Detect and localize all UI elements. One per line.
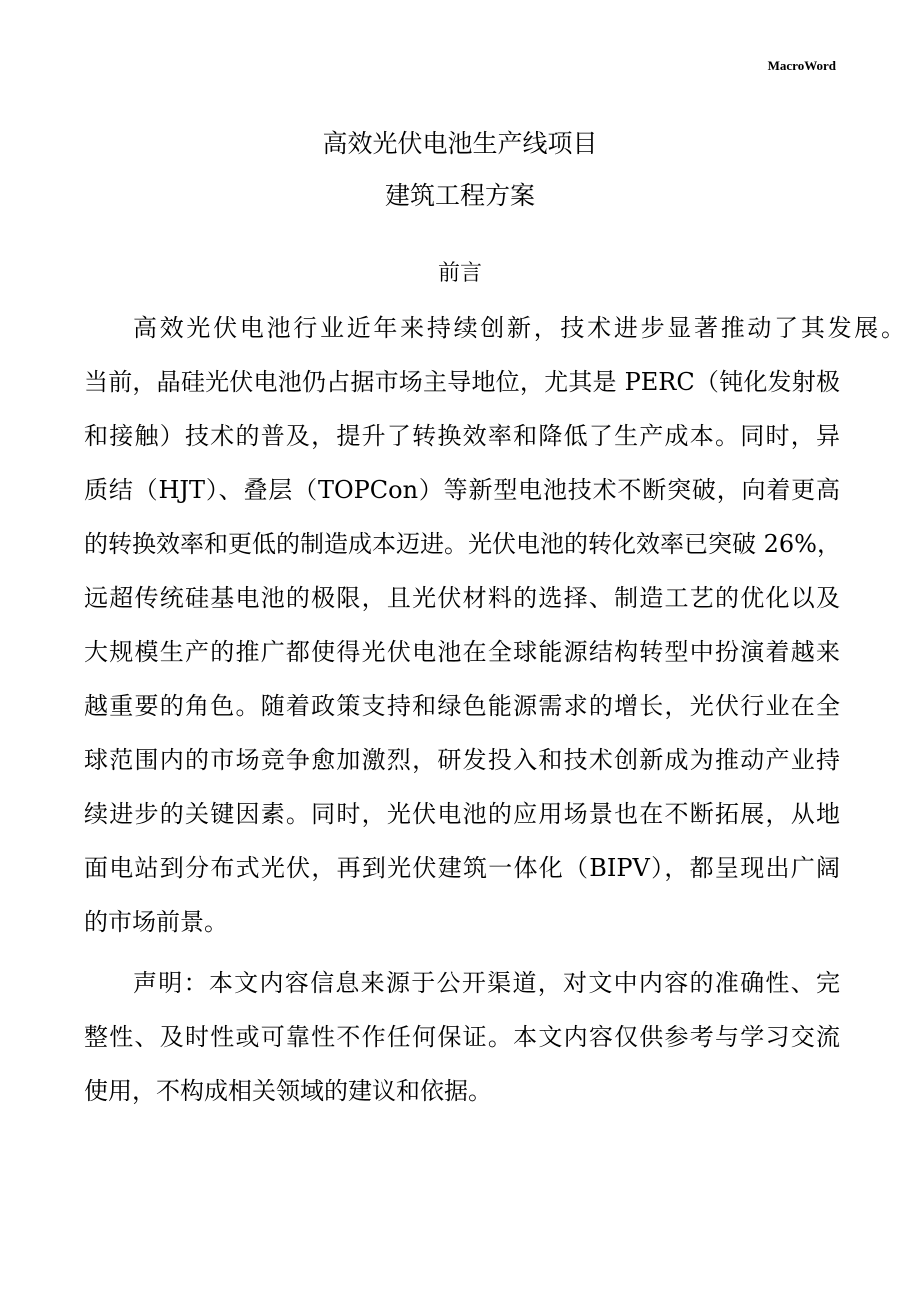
text-line: 和接触）技术的普及，提升了转换效率和降低了生产成本。同时，异 [84,422,840,450]
text-line: 质结（HJT）、叠层（TOPCon）等新型电池技术不断突破，向着更高 [84,476,840,504]
text-line: 当前，晶硅光伏电池仍占据市场主导地位，尤其是 PERC（钝化发射极 [84,368,840,396]
text-line: 越重要的角色。随着政策支持和绿色能源需求的增长，光伏行业在全 [84,692,840,720]
text-line: 声明：本文内容信息来源于公开渠道，对文中内容的准确性、完 [133,969,840,997]
header-brand: MacroWord [767,58,836,73]
title-line-1: 高效光伏电池生产线项目 [322,129,598,158]
text-line: 的转换效率和更低的制造成本迈进。光伏电池的转化效率已突破 26%， [84,530,841,558]
text-line: 续进步的关键因素。同时，光伏电池的应用场景也在不断拓展，从地 [84,800,840,828]
text-line: 整性、及时性或可靠性不作任何保证。本文内容仅供参考与学习交流 [84,1023,840,1051]
text-line: 远超传统硅基电池的极限，且光伏材料的选择、制造工艺的优化以及 [84,584,840,612]
text-line: 大规模生产的推广都使得光伏电池在全球能源结构转型中扮演着越来 [84,638,840,666]
text-line: 面电站到分布式光伏，再到光伏建筑一体化（BIPV），都呈现出广阔 [84,854,840,882]
text-line: 的市场前景。 [84,908,228,936]
text-line: 球范围内的市场竞争愈加激烈，研发投入和技术创新成为推动产业持 [84,746,840,774]
title-line-2: 建筑工程方案 [384,181,535,210]
text-line: 高效光伏电池行业近年来持续创新，技术进步显著推动了其发展。 [133,314,905,342]
text-line: 使用，不构成相关领域的建议和依据。 [84,1077,492,1105]
section-title: 前言 [437,261,482,286]
